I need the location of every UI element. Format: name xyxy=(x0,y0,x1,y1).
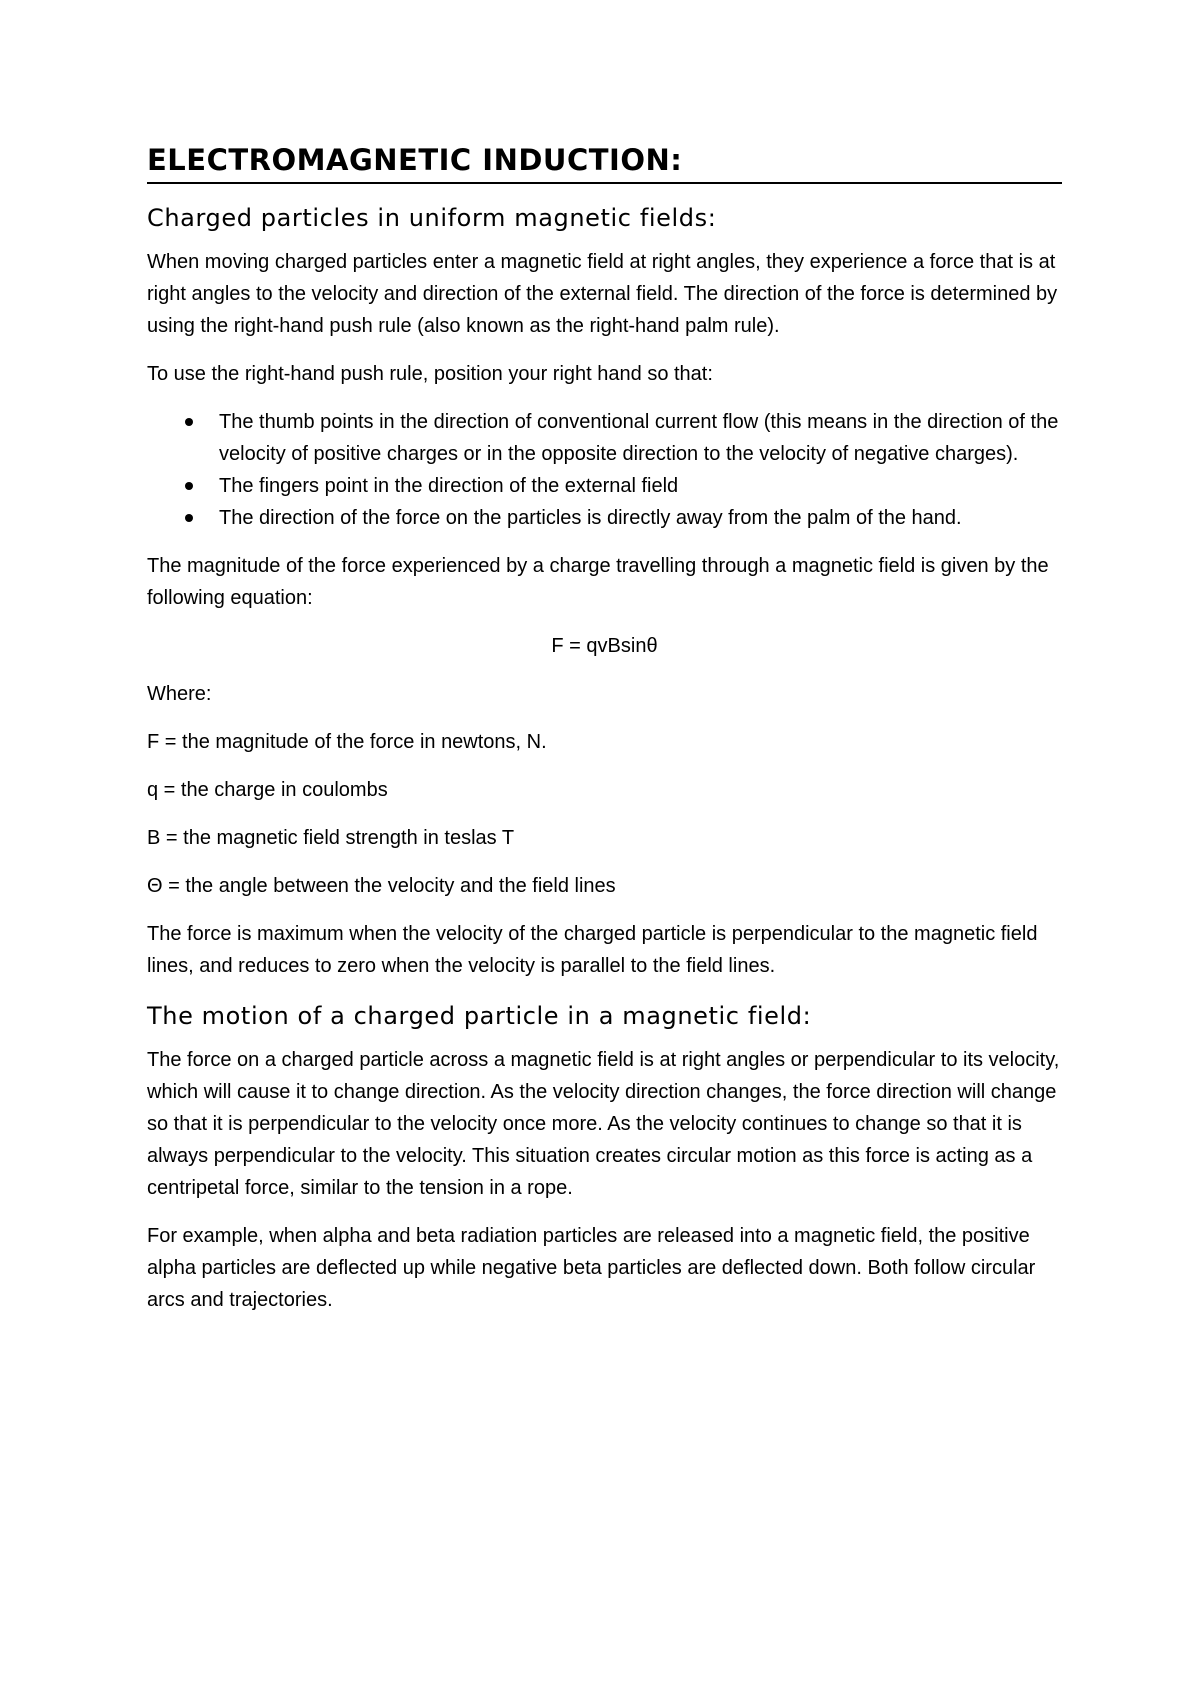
list-item xyxy=(147,470,1062,502)
document-page xyxy=(147,140,1062,1332)
bullet-icon xyxy=(185,482,193,490)
list-item xyxy=(147,502,1062,534)
example-paragraph: For example, when alpha and beta radiation particles are released into a magnetic field, the positive alpha particles are deflected up while negative beta particles are deflected down. Both follow circular arcs and trajectories. xyxy=(147,1225,1036,1311)
right-hand-rule-list xyxy=(147,406,1062,534)
section-heading-uniform-fields: Charged particles in uniform magnetic fields: xyxy=(147,204,717,232)
list-item-text: The fingers point in the direction of the external field xyxy=(219,475,679,497)
list-item-text: The thumb points in the direction of conventional current flow (this means in the direction of the velocity of positive charges or in the opposite direction to the velocity of negative charges). xyxy=(219,411,1059,465)
rule-lead-paragraph: To use the right-hand push rule, position your right hand so that: xyxy=(147,363,713,385)
bullet-icon xyxy=(185,418,193,426)
list-item-text: The direction of the force on the particles is directly away from the palm of the hand. xyxy=(219,507,962,529)
magnitude-lead-paragraph: The magnitude of the force experienced by a charge travelling through a magnetic field is given by the following equation: xyxy=(147,555,1049,609)
motion-paragraph: The force on a charged particle across a magnetic field is at right angles or perpendicular to its velocity, which will cause it to change direction. As the velocity direction changes, the force direction will change so that it is perpendicular to the velocity once more. As the velocity continues to change so that it is always perpendicular to the velocity. This situation creates circular motion as this force is acting as a centripetal force, similar to the tension in a rope. xyxy=(147,1049,1060,1199)
definition-angle: Θ = the angle between the velocity and the field lines xyxy=(147,875,616,897)
where-label: Where: xyxy=(147,683,212,705)
list-item xyxy=(147,406,1062,470)
definition-force: F = the magnitude of the force in newtons, N. xyxy=(147,731,547,753)
section-heading-motion: The motion of a charged particle in a magnetic field: xyxy=(147,1002,812,1030)
force-equation: F = qvBsinθ xyxy=(551,635,658,657)
bullet-icon xyxy=(185,514,193,522)
conclusion-paragraph: The force is maximum when the velocity of the charged particle is perpendicular to the magnetic field lines, and reduces to zero when the velocity is parallel to the field lines. xyxy=(147,923,1038,977)
definition-charge: q = the charge in coulombs xyxy=(147,779,388,801)
document-title: ELECTROMAGNETIC INDUCTION: xyxy=(147,140,1062,184)
definition-field-strength: B = the magnetic field strength in teslas T xyxy=(147,827,515,849)
intro-paragraph: When moving charged particles enter a magnetic field at right angles, they experience a force that is at right angles to the velocity and direction of the external field. The direction of the force is determined by using the right-hand push rule (also known as the right-hand palm rule). xyxy=(147,251,1058,337)
